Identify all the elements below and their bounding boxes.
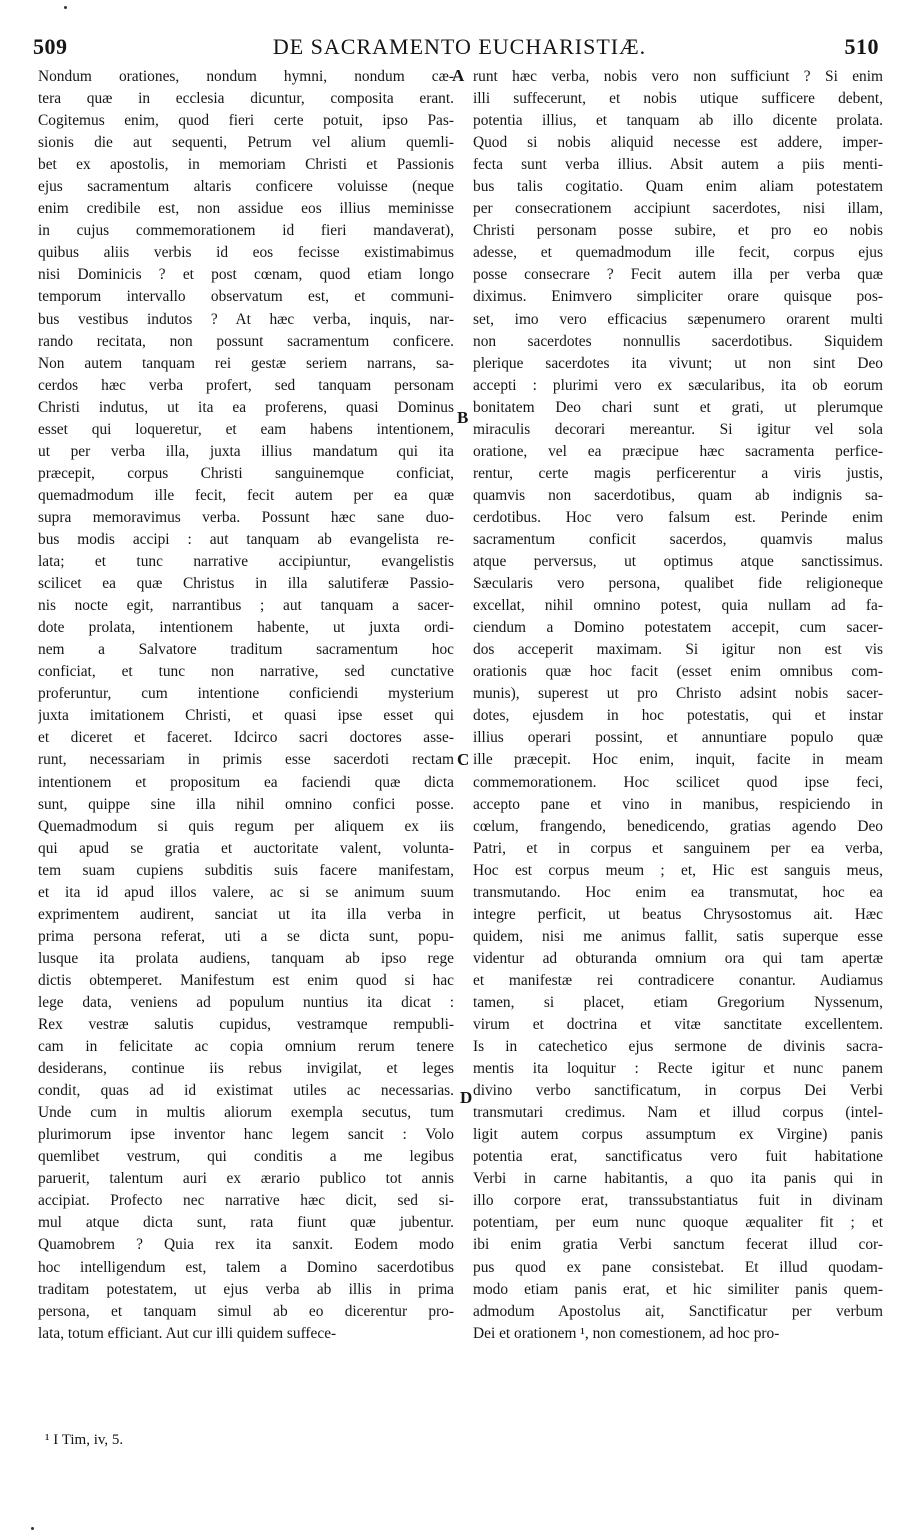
text-line: rentur, certe magis perficerentur a viris justis, xyxy=(473,464,883,482)
text-line: mul atque dicta sunt, rata fiunt quæ jubentur. xyxy=(38,1214,454,1232)
running-title: DE SACRAMENTO EUCHARISTIÆ. xyxy=(272,34,647,59)
text-line: Sæcularis vero persona, qualibet fide religioneque xyxy=(473,575,883,593)
text-line: accipiat. Profecto nec narrative hæc dicit, sed si- xyxy=(38,1192,454,1210)
text-line: Christi personam posse subire, et pro eo nobis xyxy=(473,222,883,240)
text-line: et diceret et faceret. Idcirco sacri doctores asse- xyxy=(38,729,454,747)
text-line: desiderans, continue iis rebus invigilat, et leges xyxy=(38,1060,454,1078)
text-line: Quemadmodum si quis regum per aliquem ex iis xyxy=(38,817,454,835)
text-line: Verbi in carne habitantis, a quo ita panis qui in xyxy=(473,1170,883,1188)
scan-speck xyxy=(31,1527,34,1530)
text-line: prima persona referat, uti a se dicta sunt, popu- xyxy=(38,927,454,945)
text-line: runt hæc verba, nobis vero non sufficiunt ? Si enim xyxy=(473,68,883,85)
text-line: Unde cum in multis aliorum exempla secutus, tum xyxy=(38,1104,454,1122)
text-line: Quod si nobis aliquid necesse est addere, imper- xyxy=(473,134,883,152)
text-line: videntur ad obturanda omnium ora qui tam apertæ xyxy=(473,949,883,967)
text-line: orationis quæ hoc facit (esset enim omnibus com- xyxy=(473,663,883,681)
text-line: illi suffecerunt, et nobis utique sufficere debent, xyxy=(473,90,883,108)
text-line: diximus. Enimvero simpliciter orare quisque pos- xyxy=(473,288,883,306)
text-line: enim credibile est, non assidue eos illius meminisse xyxy=(38,200,454,218)
text-line: plurimorum ipse inventor hanc legem sancit : Volo xyxy=(38,1126,454,1144)
text-line: illo corpore erat, transsubstantiatus fuit in divinam xyxy=(473,1192,883,1210)
text-line: commemorationem. Hoc scilicet quod ipse feci, xyxy=(473,773,883,791)
text-line: dote prolata, intentionem habente, ut juxta ordi- xyxy=(38,619,454,637)
text-line: tem suam cupiens subditis suis facere manifestam, xyxy=(38,861,454,879)
text-line: in cujus commemorationem id fieri mandaverat), xyxy=(38,222,454,240)
text-line: accepti : plurimi vero ex sæcularibus, ita ob eorum xyxy=(473,376,883,394)
text-line: cerdotibus. Hoc vero falsum est. Perinde enim xyxy=(473,508,883,526)
text-line: posse consecrare ? Fecit autem illa per verba quæ xyxy=(473,266,883,284)
scan-speck xyxy=(64,6,67,9)
text-line: intentionem et propositum ea faciendi quæ dicta xyxy=(38,773,454,791)
text-line: atque perversus, ut optimus atque sanctissimus. xyxy=(473,553,883,571)
text-line: dictis obtemperet. Manifestum est enim quod si hac xyxy=(38,971,454,989)
text-line: potentia illius, et tanquam ab illo dicente prolata. xyxy=(473,112,883,130)
text-line: supra memoravimus verba. Possunt hæc sane duo- xyxy=(38,508,454,526)
text-line: Cogitemus enim, quod fieri certe potuit, ipso Pas- xyxy=(38,112,454,130)
text-line: illius operari possint, et annuntiare populo quæ xyxy=(473,729,883,747)
text-line: plerique sacerdotes ita vivunt; ut non sint Deo xyxy=(473,354,883,372)
text-line: excellat, nihil omnino potest, quia nullam ad fa- xyxy=(473,597,883,615)
text-line: ciendum a Domino potestatem accepit, cum sacer- xyxy=(473,619,883,637)
margin-letter-d: D xyxy=(460,1088,473,1107)
text-line: bus talis cogitatio. Quam enim aliam potestatem xyxy=(473,178,883,196)
text-line: ibi enim gratia Verbi sanctum fecerat illud cor- xyxy=(473,1236,883,1254)
text-line: lege data, veniens ad populum nuntius ita dicat : xyxy=(38,993,454,1011)
text-line: tera quæ in ecclesia dicuntur, composita erant. xyxy=(38,90,454,108)
text-line: nem a Salvatore traditum sacramentum hoc xyxy=(38,641,454,659)
text-line: integre perficit, ut beatus Chrysostomus ait. Hæc xyxy=(473,905,883,923)
text-line: potentiam, per eum nunc quoque æqualiter fit ; et xyxy=(473,1214,883,1232)
text-line: fecta sunt verba illius. Absit autem a piis menti- xyxy=(473,156,883,174)
text-line: bonitatem Deo chari sunt et grati, ut plerumque xyxy=(473,398,883,416)
text-line: hoc intelligendum est, talem a Domino sacerdotibus xyxy=(38,1258,454,1276)
text-line: proferuntur, cum intentione conficiendi mysterium xyxy=(38,685,454,703)
text-line: runt, necessariam in primis esse sacerdoti rectam xyxy=(38,751,454,769)
text-line: quibus aliis verbis id eos fecisse existimabimus xyxy=(38,244,454,262)
text-line: quidem, nisi me animus fallit, satis superque esse xyxy=(473,927,883,945)
text-line: esset qui loqueretur, et eam habens intentionem, xyxy=(38,420,454,438)
text-line: dotes, ejusdem in hoc potestatis, qui et instar xyxy=(473,707,883,725)
text-line: accepto pane et vino in manibus, respiciendo in xyxy=(473,795,883,813)
text-line: Nondum orationes, nondum hymni, nondum cæ- xyxy=(38,68,454,85)
text-line: cœlum, frangendo, benedicendo, gratias agendo Deo xyxy=(473,817,883,835)
text-line: et manifestæ rei contradicere conantur. Audiamus xyxy=(473,971,883,989)
text-line: ligit autem corpus assumptum ex Virgine) panis xyxy=(473,1126,883,1144)
text-line: tamen, si placet, etiam Gregorium Nyssenum, xyxy=(473,993,883,1011)
text-line: Quamobrem ? Quia rex ita sanxit. Eodem modo xyxy=(38,1236,454,1254)
text-line: et ita id apud illos valere, ac si se animum suum xyxy=(38,883,454,901)
text-line: sunt, quippe sine illa nihil omnino confici posse. xyxy=(38,795,454,813)
right-column-text xyxy=(473,66,883,1345)
text-line: transmutari credimus. Nam et illud corpus (intel- xyxy=(473,1104,883,1122)
text-line: qui apud se gratia et auctoritate valent, volunta- xyxy=(38,839,454,857)
text-line: condit, quas ad id existimat utiles ac necessarias. xyxy=(38,1082,454,1100)
text-line: quamvis non sacerdotibus, quam ab indignis sa- xyxy=(473,486,883,504)
text-line: miraculis decorari mereantur. Si igitur vel sola xyxy=(473,420,883,438)
text-line: Non autem tanquam rei gestæ seriem narrans, sa- xyxy=(38,354,454,372)
text-line: Dei et orationem ¹, non comestionem, ad hoc pro- xyxy=(473,1324,780,1342)
text-line: Hoc est corpus meum ; et, Hic est sanguis meus, xyxy=(473,861,883,879)
text-line: adesse, et quemadmodum ille fecit, corpus ejus xyxy=(473,244,883,262)
text-line: juxta imitationem Christi, et quasi ipse esset qui xyxy=(38,707,454,725)
text-line: admodum Apostolus ait, Sanctificatur per verbum xyxy=(473,1302,883,1320)
text-line: præcepit, corpus Christi sanguinemque conficiat, xyxy=(38,464,454,482)
text-line: lusque ita prolata audiens, tanquam ab ipso rege xyxy=(38,949,454,967)
text-line: non sacerdotes nonnullis sacerdotibus. Siquidem xyxy=(473,332,883,350)
text-line: modo etiam panis erat, et hic similiter panis quem- xyxy=(473,1280,883,1298)
page-number-left: 509 xyxy=(33,34,68,59)
page-number-right: 510 xyxy=(844,34,879,59)
text-line: divino verbo sanctificatum, in corpus Dei Verbi xyxy=(473,1082,883,1100)
text-line: persona, et tanquam simul ab eo dicerentur pro- xyxy=(38,1302,454,1320)
text-line: exprimentem audirent, sanciat ut ita illa verba in xyxy=(38,905,454,923)
left-column-text xyxy=(38,66,454,1345)
text-line: sionis die aut sequenti, Petrum vel alium quemli- xyxy=(38,134,454,152)
text-line: mentis ita loquitur : Recte igitur et nunc panem xyxy=(473,1060,883,1078)
margin-letter-b: B xyxy=(457,408,469,427)
margin-letter-c: C xyxy=(457,750,470,769)
text-line: potentia erat, sanctificatus vero fuit habitatione xyxy=(473,1148,883,1166)
text-line: bus vestibus indutos ? At hæc verba, inquis, nar- xyxy=(38,310,454,328)
footnote: ¹ I Tim, iv, 5. xyxy=(45,1432,124,1448)
text-line: quemadmodum ille fecit, fecit autem per ea quæ xyxy=(38,486,454,504)
text-line: Is in catechetico ejus sermone de divinis sacra- xyxy=(473,1038,883,1056)
text-line: transmutando. Hoc enim ea transmutat, hoc ea xyxy=(473,883,883,901)
text-line: lata, totum efficiant. Aut cur illi quidem suffece- xyxy=(38,1324,337,1342)
text-line: per consecrationem accipiunt sacerdotes, nisi illam, xyxy=(473,200,883,218)
text-line: scilicet ea quæ Christus in illa salutiferæ Passio- xyxy=(38,575,454,593)
text-line: bet ex apostolis, in memoriam Christi et Passionis xyxy=(38,156,454,174)
text-line: cam in felicitate ac copia omnium rerum tenere xyxy=(38,1038,454,1056)
text-line: virum et doctrina et vitæ sanctitate excellentem. xyxy=(473,1016,883,1034)
text-line: rando recitata, non possunt sacramentum conficere. xyxy=(38,332,454,350)
text-line: nis nocte egit, narrantibus ; aut tanquam a sacer- xyxy=(38,597,454,615)
text-line: pus quod ex pane consistebat. Et illud quodam- xyxy=(473,1258,883,1276)
text-line: lata; et tunc narrative accipiuntur, evangelistis xyxy=(38,553,454,571)
text-line: dos acceperit maximam. Si igitur non est vis xyxy=(473,641,883,659)
text-line: traditam potestatem, ut ejus verba ab illis in prima xyxy=(38,1280,454,1298)
text-line: sacramentum conficit sacerdos, quamvis malus xyxy=(473,530,883,548)
margin-letter-a: A xyxy=(452,66,465,85)
text-line: ejus sacramentum altaris conficere voluisse (neque xyxy=(38,178,454,196)
text-line: Rex vestræ salutis cupidus, vestramque rempubli- xyxy=(38,1016,454,1034)
text-line: munis), superest ut pro Christo adsint nobis sacer- xyxy=(473,685,883,703)
text-line: set, imo vero efficacius sæpenumero orarent multi xyxy=(473,310,883,328)
text-line: bus modis accipi : aut tanquam ab evangelista re- xyxy=(38,530,454,548)
text-line: paruerit, talentum auri ex ærario publico tot annis xyxy=(38,1170,454,1188)
text-line: Christi indutus, ut ita ea proferens, quasi Dominus xyxy=(38,398,454,416)
text-line: ille præcepit. Hoc enim, inquit, facite in meam xyxy=(473,751,883,769)
text-line: Patri, et in corpus et sanguinem per ea verba, xyxy=(473,839,883,857)
text-line: ut per verba illa, juxta illius mandatum qui ita xyxy=(38,442,454,460)
text-line: nisi Dominicis ? et post cœnam, quod etiam longo xyxy=(38,266,454,284)
text-line: quemlibet vestrum, qui conditis a me legibus xyxy=(38,1148,454,1166)
text-line: conficiat, et tunc non narrative, sed cunctative xyxy=(38,663,454,681)
text-line: cerdos hæc verba profert, sed tanquam personam xyxy=(38,376,454,394)
text-line: temporum intervallo observatum est, et communi- xyxy=(38,288,454,306)
text-line: oratione, vel ea præcipue hæc sacramenta perfice- xyxy=(473,442,883,460)
